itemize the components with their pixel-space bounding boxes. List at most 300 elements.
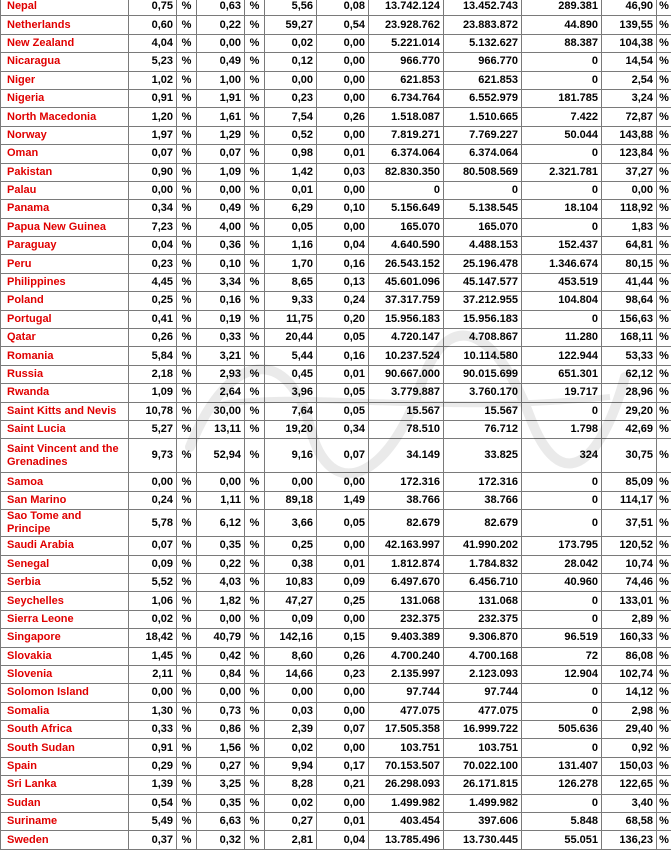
table-row [1,34,671,52]
value-1-unit-cell: % [177,592,197,610]
value-4-cell: 0,15 [317,629,369,647]
value-2-unit-cell: % [245,813,265,831]
value-4-cell: 0,25 [317,592,369,610]
value-3-cell: 0,09 [265,610,317,628]
ratio-cell: 29,20 [602,402,657,420]
value-4-cell: 0,00 [317,739,369,757]
value-1-unit-cell: % [177,108,197,126]
country-name-cell: Nicaragua [1,53,129,71]
value-2-unit-cell: % [245,237,265,255]
value-1-unit-cell: % [177,702,197,720]
ratio-unit-cell: % [657,473,671,491]
ratio-cell: 136,23 [602,831,657,849]
ratio-unit-cell: % [657,273,671,291]
value-4-cell: 0,13 [317,273,369,291]
value-1-cell: 0,02 [129,610,177,628]
value-1-unit-cell: % [177,647,197,665]
total-cell: 5.156.649 [369,200,444,218]
value-2-cell: 30,00 [197,402,245,420]
table-row [1,776,671,794]
value-2-unit-cell: % [245,292,265,310]
total-cell: 5.221.014 [369,34,444,52]
country-name-cell: San Marino [1,491,129,509]
value-1-unit-cell: % [177,255,197,273]
value-1-cell: 4,04 [129,34,177,52]
ratio-cell: 68,58 [602,813,657,831]
ratio-cell: 0,92 [602,739,657,757]
value-4-cell: 0,23 [317,665,369,683]
table-row [1,402,671,420]
value-4-cell: 0,05 [317,384,369,402]
value-4-cell: 0,00 [317,53,369,71]
total-cell: 4.700.240 [369,647,444,665]
table-row [1,53,671,71]
value-1-cell: 1,02 [129,71,177,89]
total-cell: 97.744 [369,684,444,702]
value-1-cell: 0,07 [129,537,177,555]
part-a-cell: 4.700.168 [444,647,522,665]
part-b-cell: 0 [522,491,602,509]
ratio-unit-cell: % [657,181,671,199]
part-b-cell: 453.519 [522,273,602,291]
ratio-unit-cell: % [657,555,671,573]
value-3-cell: 0,52 [265,126,317,144]
value-3-cell: 3,96 [265,384,317,402]
value-1-unit-cell: % [177,292,197,310]
total-cell: 1.518.087 [369,108,444,126]
ratio-cell: 2,98 [602,702,657,720]
table-row [1,491,671,509]
ratio-unit-cell: % [657,237,671,255]
part-a-cell: 0 [444,181,522,199]
table-row [1,292,671,310]
value-2-unit-cell: % [245,610,265,628]
value-2-unit-cell: % [245,420,265,438]
part-a-cell: 15.956.183 [444,310,522,328]
ratio-unit-cell: % [657,794,671,812]
ratio-unit-cell: % [657,702,671,720]
country-name-cell: North Macedonia [1,108,129,126]
country-name-cell: Senegal [1,555,129,573]
value-3-cell: 0,00 [265,473,317,491]
value-1-cell: 5,52 [129,573,177,591]
ratio-unit-cell: % [657,592,671,610]
value-4-cell: 0,07 [317,721,369,739]
value-4-cell: 0,05 [317,510,369,537]
value-1-cell: 0,54 [129,794,177,812]
table-row [1,0,671,16]
total-cell: 6.374.064 [369,145,444,163]
ratio-cell: 42,69 [602,420,657,438]
part-a-cell: 70.022.100 [444,757,522,775]
part-b-cell: 18.104 [522,200,602,218]
value-1-unit-cell: % [177,402,197,420]
part-b-cell: 40.960 [522,573,602,591]
value-4-cell: 0,00 [317,71,369,89]
ratio-cell: 2,54 [602,71,657,89]
value-3-cell: 0,02 [265,34,317,52]
country-name-cell: Sri Lanka [1,776,129,794]
ratio-cell: 64,81 [602,237,657,255]
value-2-unit-cell: % [245,776,265,794]
value-2-unit-cell: % [245,684,265,702]
ratio-cell: 85,09 [602,473,657,491]
table-row [1,273,671,291]
ratio-cell: 139,55 [602,16,657,34]
value-2-unit-cell: % [245,200,265,218]
value-4-cell: 0,16 [317,255,369,273]
value-2-unit-cell: % [245,647,265,665]
ratio-cell: 156,63 [602,310,657,328]
ratio-unit-cell: % [657,831,671,849]
table-row [1,739,671,757]
ratio-unit-cell: % [657,16,671,34]
value-1-cell: 0,23 [129,255,177,273]
value-1-unit-cell: % [177,16,197,34]
country-name-cell: Saint Kitts and Nevis [1,402,129,420]
table-row [1,439,671,473]
value-2-cell: 1,29 [197,126,245,144]
country-name-cell: Norway [1,126,129,144]
value-3-cell: 0,00 [265,684,317,702]
part-b-cell: 88.387 [522,34,602,52]
ratio-cell: 102,74 [602,665,657,683]
value-1-unit-cell: % [177,126,197,144]
value-2-unit-cell: % [245,181,265,199]
value-1-unit-cell: % [177,329,197,347]
country-name-cell: Sao Tome and Principe [1,510,129,537]
value-2-cell: 0,33 [197,329,245,347]
value-2-cell: 1,11 [197,491,245,509]
part-b-cell: 11.280 [522,329,602,347]
table-row [1,510,671,537]
part-b-cell: 2.321.781 [522,163,602,181]
part-b-cell: 0 [522,794,602,812]
value-2-cell: 0,63 [197,0,245,16]
value-3-cell: 9,33 [265,292,317,310]
value-4-cell: 0,26 [317,647,369,665]
value-3-cell: 0,00 [265,71,317,89]
part-a-cell: 6.552.979 [444,89,522,107]
ratio-cell: 133,01 [602,592,657,610]
value-4-cell: 0,00 [317,537,369,555]
part-b-cell: 651.301 [522,365,602,383]
ratio-unit-cell: % [657,71,671,89]
table-row [1,721,671,739]
part-b-cell: 0 [522,71,602,89]
part-b-cell: 0 [522,181,602,199]
value-3-cell: 1,70 [265,255,317,273]
value-2-unit-cell: % [245,510,265,537]
country-name-cell: Papua New Guinea [1,218,129,236]
ratio-unit-cell: % [657,89,671,107]
value-2-cell: 0,35 [197,537,245,555]
total-cell: 4.640.590 [369,237,444,255]
ratio-unit-cell: % [657,108,671,126]
value-4-cell: 0,16 [317,347,369,365]
part-b-cell: 7.422 [522,108,602,126]
value-1-unit-cell: % [177,347,197,365]
value-1-unit-cell: % [177,721,197,739]
part-a-cell: 33.825 [444,439,522,473]
table-row [1,218,671,236]
value-1-cell: 0,04 [129,237,177,255]
value-1-cell: 5,78 [129,510,177,537]
value-1-cell: 0,91 [129,739,177,757]
value-1-unit-cell: % [177,473,197,491]
value-4-cell: 0,17 [317,757,369,775]
country-name-cell: Philippines [1,273,129,291]
country-name-cell: Qatar [1,329,129,347]
ratio-unit-cell: % [657,126,671,144]
ratio-cell: 2,89 [602,610,657,628]
country-name-cell: Oman [1,145,129,163]
ratio-cell: 86,08 [602,647,657,665]
value-2-cell: 0,73 [197,702,245,720]
value-2-cell: 0,00 [197,610,245,628]
value-3-cell: 8,65 [265,273,317,291]
part-a-cell: 13.730.445 [444,831,522,849]
total-cell: 131.068 [369,592,444,610]
table-row [1,163,671,181]
country-name-cell: Portugal [1,310,129,328]
total-cell: 9.403.389 [369,629,444,647]
value-3-cell: 3,66 [265,510,317,537]
total-cell: 17.505.358 [369,721,444,739]
ratio-unit-cell: % [657,721,671,739]
ratio-cell: 98,64 [602,292,657,310]
value-2-cell: 2,64 [197,384,245,402]
ratio-cell: 3,40 [602,794,657,812]
part-b-cell: 152.437 [522,237,602,255]
country-name-cell: New Zealand [1,34,129,52]
part-a-cell: 82.679 [444,510,522,537]
value-1-cell: 9,73 [129,439,177,473]
total-cell: 103.751 [369,739,444,757]
value-2-unit-cell: % [245,310,265,328]
ratio-unit-cell: % [657,200,671,218]
value-1-unit-cell: % [177,310,197,328]
value-3-cell: 0,98 [265,145,317,163]
value-2-unit-cell: % [245,384,265,402]
ratio-cell: 28,96 [602,384,657,402]
part-b-cell: 0 [522,510,602,537]
part-a-cell: 3.760.170 [444,384,522,402]
total-cell: 34.149 [369,439,444,473]
table-row [1,665,671,683]
value-1-cell: 5,23 [129,53,177,71]
ratio-cell: 10,74 [602,555,657,573]
total-cell: 6.734.764 [369,89,444,107]
ratio-cell: 74,46 [602,573,657,591]
value-3-cell: 0,12 [265,53,317,71]
value-1-unit-cell: % [177,89,197,107]
total-cell: 37.317.759 [369,292,444,310]
country-name-cell: Poland [1,292,129,310]
ratio-unit-cell: % [657,0,671,16]
table-row [1,757,671,775]
table-row [1,610,671,628]
value-2-cell: 0,00 [197,684,245,702]
part-b-cell: 0 [522,473,602,491]
value-4-cell: 0,00 [317,794,369,812]
value-1-cell: 18,42 [129,629,177,647]
value-4-cell: 0,00 [317,181,369,199]
country-name-cell: Sierra Leone [1,610,129,628]
value-4-cell: 0,01 [317,813,369,831]
country-name-cell: Serbia [1,573,129,591]
value-4-cell: 0,09 [317,573,369,591]
value-1-cell: 0,24 [129,491,177,509]
total-cell: 403.454 [369,813,444,831]
ratio-cell: 114,17 [602,491,657,509]
ratio-cell: 104,38 [602,34,657,52]
value-2-cell: 0,16 [197,292,245,310]
value-3-cell: 0,45 [265,365,317,383]
value-1-unit-cell: % [177,573,197,591]
value-2-cell: 0,86 [197,721,245,739]
ratio-cell: 37,51 [602,510,657,537]
value-2-cell: 52,94 [197,439,245,473]
value-1-cell: 4,45 [129,273,177,291]
value-2-unit-cell: % [245,402,265,420]
table-row [1,420,671,438]
value-3-cell: 0,38 [265,555,317,573]
country-name-cell: Spain [1,757,129,775]
value-2-unit-cell: % [245,255,265,273]
ratio-cell: 62,12 [602,365,657,383]
table-row [1,702,671,720]
value-2-cell: 1,82 [197,592,245,610]
part-b-cell: 5.848 [522,813,602,831]
total-cell: 10.237.524 [369,347,444,365]
ratio-unit-cell: % [657,310,671,328]
value-2-unit-cell: % [245,89,265,107]
value-2-cell: 0,84 [197,665,245,683]
part-a-cell: 103.751 [444,739,522,757]
value-1-unit-cell: % [177,218,197,236]
part-b-cell: 19.717 [522,384,602,402]
value-4-cell: 0,00 [317,684,369,702]
value-3-cell: 0,03 [265,702,317,720]
ratio-cell: 41,44 [602,273,657,291]
value-2-unit-cell: % [245,439,265,473]
part-a-cell: 23.883.872 [444,16,522,34]
table-row [1,384,671,402]
part-a-cell: 1.510.665 [444,108,522,126]
value-1-cell: 1,97 [129,126,177,144]
country-name-cell: Saint Vincent and the Grenadines [1,439,129,473]
table-row [1,71,671,89]
value-1-unit-cell: % [177,665,197,683]
ratio-unit-cell: % [657,439,671,473]
value-2-unit-cell: % [245,491,265,509]
part-a-cell: 397.606 [444,813,522,831]
value-1-cell: 1,39 [129,776,177,794]
value-1-unit-cell: % [177,0,197,16]
country-name-cell: Paraguay [1,237,129,255]
value-1-cell: 0,91 [129,89,177,107]
ratio-cell: 120,52 [602,537,657,555]
part-a-cell: 131.068 [444,592,522,610]
value-3-cell: 9,94 [265,757,317,775]
value-2-unit-cell: % [245,592,265,610]
ratio-cell: 0,00 [602,181,657,199]
total-cell: 477.075 [369,702,444,720]
value-4-cell: 0,04 [317,237,369,255]
value-4-cell: 0,26 [317,108,369,126]
country-name-cell: Russia [1,365,129,383]
country-name-cell: Somalia [1,702,129,720]
value-1-unit-cell: % [177,757,197,775]
value-4-cell: 1,49 [317,491,369,509]
total-cell: 4.720.147 [369,329,444,347]
value-2-cell: 0,42 [197,647,245,665]
value-2-cell: 0,19 [197,310,245,328]
part-b-cell: 1.346.674 [522,255,602,273]
value-3-cell: 10,83 [265,573,317,591]
value-1-cell: 0,00 [129,473,177,491]
value-1-cell: 0,07 [129,145,177,163]
part-a-cell: 37.212.955 [444,292,522,310]
total-cell: 165.070 [369,218,444,236]
value-2-cell: 0,32 [197,831,245,849]
value-2-cell: 0,00 [197,181,245,199]
value-1-cell: 0,41 [129,310,177,328]
country-name-cell: Pakistan [1,163,129,181]
value-1-unit-cell: % [177,629,197,647]
country-name-cell: Suriname [1,813,129,831]
ratio-cell: 150,03 [602,757,657,775]
part-b-cell: 0 [522,592,602,610]
value-2-unit-cell: % [245,794,265,812]
value-2-unit-cell: % [245,16,265,34]
ratio-cell: 123,84 [602,145,657,163]
part-b-cell: 55.051 [522,831,602,849]
ratio-unit-cell: % [657,629,671,647]
value-2-cell: 0,10 [197,255,245,273]
country-name-cell: Saudi Arabia [1,537,129,555]
total-cell: 232.375 [369,610,444,628]
part-b-cell: 289.381 [522,0,602,16]
ratio-unit-cell: % [657,402,671,420]
table-row [1,255,671,273]
part-b-cell: 126.278 [522,776,602,794]
value-2-unit-cell: % [245,702,265,720]
value-2-cell: 0,22 [197,555,245,573]
value-2-cell: 1,00 [197,71,245,89]
country-name-cell: Panama [1,200,129,218]
part-a-cell: 45.147.577 [444,273,522,291]
country-name-cell: Rwanda [1,384,129,402]
value-4-cell: 0,07 [317,439,369,473]
value-1-cell: 2,11 [129,665,177,683]
value-1-cell: 1,30 [129,702,177,720]
value-3-cell: 1,16 [265,237,317,255]
value-2-cell: 13,11 [197,420,245,438]
part-a-cell: 38.766 [444,491,522,509]
part-b-cell: 0 [522,218,602,236]
ratio-unit-cell: % [657,647,671,665]
value-2-unit-cell: % [245,53,265,71]
part-a-cell: 966.770 [444,53,522,71]
country-name-cell: Slovenia [1,665,129,683]
value-2-unit-cell: % [245,555,265,573]
table-row [1,126,671,144]
ratio-cell: 168,11 [602,329,657,347]
value-3-cell: 5,44 [265,347,317,365]
value-1-unit-cell: % [177,831,197,849]
